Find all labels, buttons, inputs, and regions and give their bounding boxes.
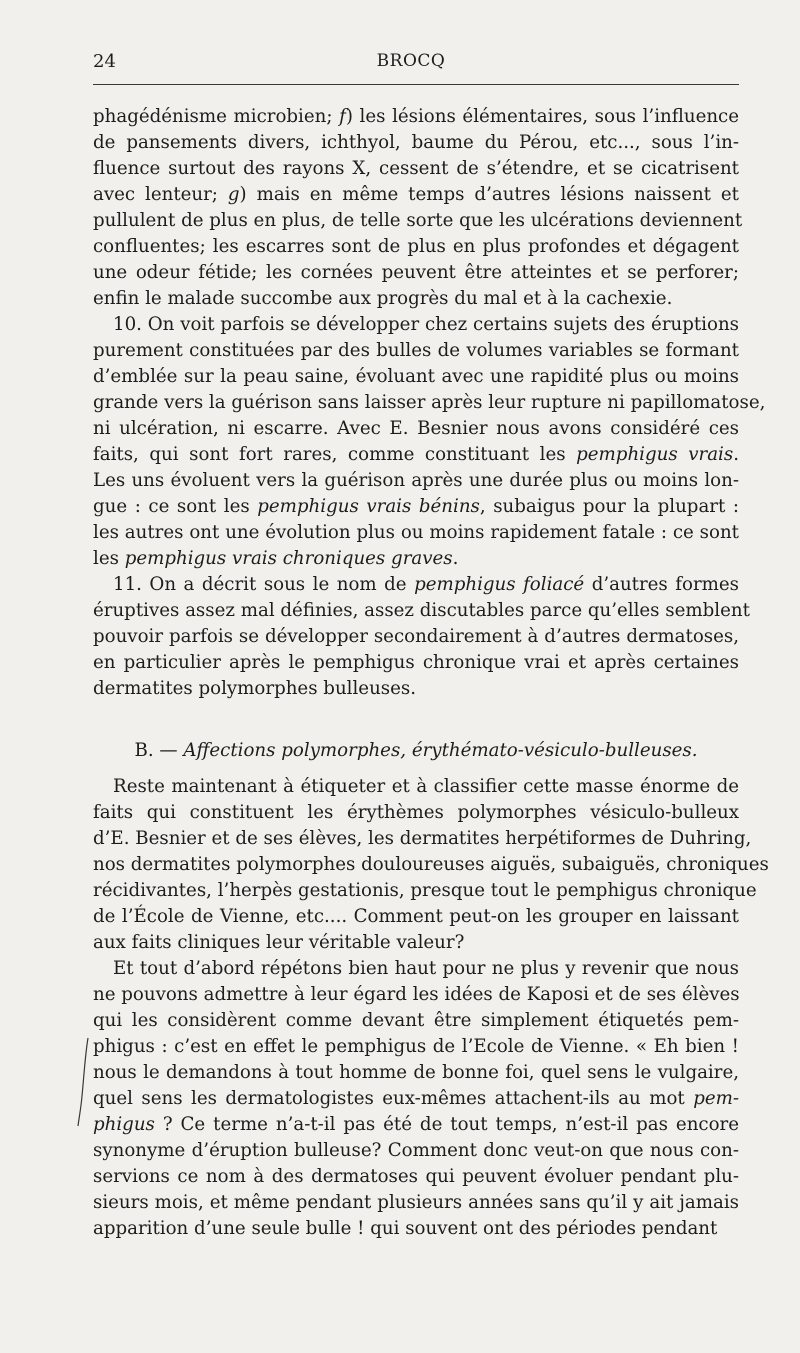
text-line: ne pouvons admettre à leur égard les idées de Kaposi et de ses élèves (93, 984, 740, 1005)
text-line: Et tout d’abord répétons bien haut pour ne plus y revenir que nous (113, 958, 739, 979)
text-line: phagédénisme microbien; f) les lésions élémentaires, sous l’influence (93, 106, 740, 127)
text-line: les autres ont une évolution plus ou moins rapidement fatale : ce sont (93, 522, 739, 543)
paragraph-et-tout (93, 956, 739, 1242)
text-line: dermatites polymorphes bulleuses. (93, 678, 416, 699)
text-line: avec lenteur; g) mais en même temps d’autres lésions naissent et (93, 184, 739, 205)
text-body (93, 104, 769, 1242)
text-line: apparition d’une seule bulle ! qui souvent ont des périodes pendant (93, 1218, 718, 1239)
text-line: une odeur fétide; les cornées peuvent être atteintes et se perforer; (93, 262, 739, 283)
text-line: 11. On a décrit sous le nom de pemphigus foliacé d’autres formes (113, 574, 739, 595)
text-line: qui les considèrent comme devant être simplement étiquetés pem- (93, 1010, 739, 1031)
text-line: confluentes; les escarres sont de plus en plus profondes et dégagent (93, 236, 739, 257)
text-line: faits qui constituent les érythèmes polymorphes vésiculo-bulleux (93, 802, 739, 823)
text-line: de pansements divers, ichthyol, baume du Pérou, etc..., sous l’in- (93, 132, 739, 153)
paragraph-item-11 (93, 572, 750, 702)
text-line: fluence surtout des rayons X, cessent de s’étendre, et se cicatrisent (93, 158, 739, 179)
running-title: BROCQ (376, 51, 446, 71)
text-line: nos dermatites polymorphes douloureuses aiguës, subaiguës, chroniques (93, 854, 769, 875)
text-line: de l’École de Vienne, etc.... Comment peut-on les grouper en laissant (93, 906, 739, 927)
text-line: sieurs mois, et même pendant plusieurs années sans qu’il y ait jamais (93, 1192, 739, 1213)
text-line: enfin le malade succombe aux progrès du mal et à la cachexie. (93, 288, 673, 309)
text-line: éruptives assez mal définies, assez discutables parce qu’elles semblent (93, 600, 750, 621)
text-line: récidivantes, l’herpès gestationis, presque tout le pemphigus chronique (93, 880, 757, 901)
paragraph-reste (93, 774, 769, 956)
text-line: d’E. Besnier et de ses élèves, les dermatites herpétiformes de Duhring, (93, 828, 752, 849)
text-line: grande vers la guérison sans laisser après leur rupture ni papillomatose, (93, 392, 766, 413)
text-line: d’emblée sur la peau saine, évoluant avec une rapidité plus ou moins (93, 366, 739, 387)
text-line: ni ulcération, ni escarre. Avec E. Besnier nous avons considéré ces (93, 418, 739, 439)
text-line: Les uns évoluent vers la guérison après une durée plus ou moins lon- (93, 470, 739, 491)
text-line: quel sens les dermatologistes eux-mêmes attachent-ils au mot pem- (93, 1088, 739, 1109)
page-number: 24 (93, 51, 116, 72)
text-line: servions ce nom à des dermatoses qui peuvent évoluer pendant plu- (93, 1166, 739, 1187)
section-heading: B. — Affections polymorphes, érythémato-vésiculo-bulleuses. (134, 740, 698, 761)
margin-pencil-mark (76, 1036, 92, 1128)
paragraph-continuation (93, 104, 743, 312)
paragraph-item-10 (93, 312, 766, 572)
text-line: Reste maintenant à étiqueter et à classifier cette masse énorme de (113, 776, 739, 797)
text-line: les pemphigus vrais chroniques graves. (93, 548, 459, 569)
text-line: aux faits cliniques leur véritable valeur? (93, 932, 465, 953)
text-line: pullulent de plus en plus, de telle sorte que les ulcérations deviennent (93, 210, 743, 231)
text-line: pouvoir parfois se développer secondairement à d’autres dermatoses, (93, 626, 739, 647)
text-line: 10. On voit parfois se développer chez certains sujets des éruptions (113, 314, 739, 335)
text-line: faits, qui sont fort rares, comme constituant les pemphigus vrais. (93, 444, 739, 465)
text-line: purement constituées par des bulles de volumes variables se formant (93, 340, 739, 361)
text-line: en particulier après le pemphigus chronique vrai et après certaines (93, 652, 739, 673)
text-line: synonyme d’éruption bulleuse? Comment donc veut-on que nous con- (93, 1140, 739, 1161)
text-line: phigus : c’est en effet le pemphigus de l’Ecole de Vienne. « Eh bien ! (93, 1036, 739, 1057)
text-line: nous le demandons à tout homme de bonne foi, quel sens le vulgaire, (93, 1062, 739, 1083)
header-rule (93, 84, 739, 85)
text-line: phigus ? Ce terme n’a-t-il pas été de tout temps, n’est-il pas encore (93, 1114, 739, 1135)
text-line: gue : ce sont les pemphigus vrais bénins, subaigus pour la plupart : (93, 496, 739, 517)
